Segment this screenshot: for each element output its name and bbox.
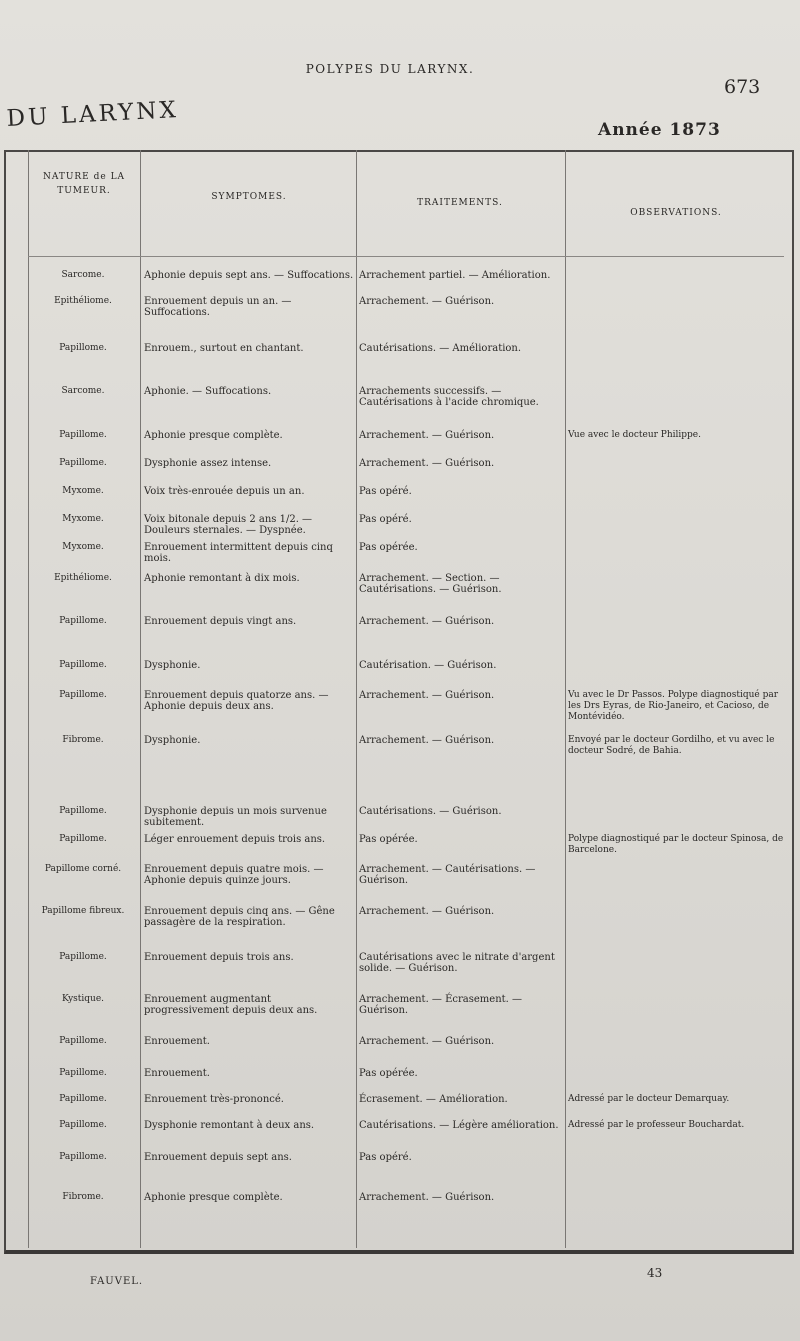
nature-cell: Papillome. (59, 1094, 107, 1104)
nature-cell: Papillome corné. (44, 864, 122, 874)
nature-cell: Papillome. (59, 458, 107, 468)
traitements-cell: Cautérisations. — Guérison. (359, 806, 502, 817)
traitements-cell: Arrachement. — Cautérisations. — Guérison. (359, 864, 536, 886)
nature-cell: Papillome. (59, 430, 107, 440)
traitements-cell: Pas opérée. (359, 834, 418, 845)
symptomes-cell: Dysphonie. (144, 735, 201, 746)
traitements-cell: Arrachement. — Guérison. (359, 458, 495, 469)
nature-cell: Fibrome. (62, 735, 104, 745)
nature-cell: Kystique. (61, 994, 105, 1004)
traitements-cell: Cautérisation. — Guérison. (359, 660, 497, 671)
symptomes-cell: Aphonie presque complète. (144, 1192, 283, 1203)
column-header-nature: NATURE de LA TUMEUR. (42, 172, 126, 196)
observations-cell: Vu avec le Dr Passos. Polype diagnostiqué par les Drs Eyras, de Rio-Janeiro, et Cacioso, de Montévidéo. (568, 690, 779, 722)
nature-cell: Sarcome. (61, 270, 105, 280)
observations-cell: Polype diagnostiqué par le docteur Spinosa, de Barcelone. (568, 834, 784, 855)
column-divider (140, 150, 141, 1248)
traitements-cell: Arrachement. — Guérison. (359, 430, 495, 441)
nature-cell: Papillome fibreux. (41, 906, 125, 916)
column-header-symptomes: SYMPTOMES. (211, 192, 287, 202)
symptomes-cell: Aphonie remontant à dix mois. (144, 573, 300, 584)
symptomes-cell: Dysphonie depuis un mois survenue subitement. (144, 806, 327, 828)
column-divider (565, 150, 566, 1248)
running-title: POLYPES DU LARYNX. (305, 62, 475, 76)
nature-cell: Papillome. (59, 616, 107, 626)
symptomes-cell: Enrouement depuis cinq ans. — Gêne passagère de la respiration. (144, 906, 335, 928)
nature-cell: Papillome. (59, 1036, 107, 1046)
observations-cell: Adressé par le docteur Demarquay. (568, 1094, 730, 1104)
traitements-cell: Cautérisations. — Légère amélioration. (359, 1120, 559, 1131)
traitements-cell: Pas opéré. (359, 1152, 412, 1163)
signature-mark: 43 (647, 1266, 663, 1280)
symptomes-cell: Enrouement depuis sept ans. (144, 1152, 292, 1163)
traitements-cell: Pas opérée. (359, 1068, 418, 1079)
nature-cell: Papillome. (59, 660, 107, 670)
traitements-cell: Pas opérée. (359, 542, 418, 553)
nature-cell: Papillome. (59, 1152, 107, 1162)
symptomes-cell: Léger enrouement depuis trois ans. (144, 834, 326, 845)
nature-cell: Papillome. (59, 1068, 107, 1078)
symptomes-cell: Voix très-enrouée depuis un an. (144, 486, 305, 497)
nature-cell: Papillome. (59, 834, 107, 844)
traitements-cell: Arrachement. — Guérison. (359, 906, 495, 917)
traitements-cell: Arrachement. — Guérison. (359, 1036, 495, 1047)
year-label: Année 1873 (598, 120, 721, 140)
symptomes-cell: Enrouement depuis quatorze ans. — Aphonie depuis deux ans. (144, 690, 329, 712)
symptomes-cell: Enrouement depuis un an. — Suffocations. (144, 296, 292, 318)
nature-cell: Sarcome. (61, 386, 105, 396)
traitements-cell: Arrachement. — Guérison. (359, 616, 495, 627)
traitements-cell: Arrachement. — Écrasement. — Guérison. (359, 994, 523, 1016)
traitements-cell: Arrachement. — Guérison. (359, 1192, 495, 1203)
nature-cell: Papillome. (59, 806, 107, 816)
symptomes-cell: Aphonie presque complète. (144, 430, 283, 441)
section-title: DU LARYNX (6, 96, 180, 132)
nature-cell: Epithéliome. (54, 573, 112, 583)
nature-cell: Myxome. (62, 542, 104, 552)
nature-cell: Papillome. (59, 952, 107, 962)
symptomes-cell: Enrouement. (144, 1036, 210, 1047)
symptomes-cell: Enrouement depuis quatre mois. — Aphonie depuis quinze jours. (144, 864, 324, 886)
column-divider (356, 150, 357, 1248)
nature-cell: Fibrome. (62, 1192, 104, 1202)
symptomes-cell: Aphonie depuis sept ans. — Suffocations. (144, 270, 354, 281)
traitements-cell: Arrachement partiel. — Amélioration. (359, 270, 551, 281)
symptomes-cell: Voix bitonale depuis 2 ans 1/2. — Douleurs sternales. — Dyspnée. (144, 514, 313, 536)
nature-cell: Papillome. (59, 1120, 107, 1130)
nature-cell: Myxome. (62, 514, 104, 524)
traitements-cell: Cautérisations. — Amélioration. (359, 343, 522, 354)
traitements-cell: Pas opéré. (359, 486, 412, 497)
symptomes-cell: Enrouement intermittent depuis cinq mois. (144, 542, 333, 564)
author-footer: FAUVEL. (90, 1276, 144, 1287)
symptomes-cell: Enrouement depuis vingt ans. (144, 616, 297, 627)
column-header-observations: OBSERVATIONS. (630, 208, 722, 218)
traitements-cell: Écrasement. — Amélioration. (359, 1094, 508, 1105)
symptomes-cell: Enrouement très-prononcé. (144, 1094, 284, 1105)
symptomes-cell: Dysphonie assez intense. (144, 458, 272, 469)
column-header-traitements: TRAITEMENTS. (417, 198, 503, 208)
nature-cell: Papillome. (59, 690, 107, 700)
observations-cell: Vue avec le docteur Philippe. (568, 430, 701, 440)
header-rule (28, 256, 784, 257)
symptomes-cell: Aphonie. — Suffocations. (144, 386, 272, 397)
symptomes-cell: Enrouement. (144, 1068, 210, 1079)
traitements-cell: Arrachement. — Guérison. (359, 735, 495, 746)
traitements-cell: Arrachement. — Guérison. (359, 690, 495, 701)
traitements-cell: Cautérisations avec le nitrate d'argent solide. — Guérison. (359, 952, 555, 974)
observations-cell: Envoyé par le docteur Gordilho, et vu avec le docteur Sodré, de Bahia. (568, 735, 775, 756)
nature-cell: Epithéliome. (54, 296, 112, 306)
traitements-cell: Arrachements successifs. — Cautérisations à l'acide chromique. (359, 386, 539, 408)
nature-cell: Papillome. (59, 343, 107, 353)
nature-cell: Myxome. (62, 486, 104, 496)
page-number: 673 (724, 76, 761, 98)
symptomes-cell: Dysphonie remontant à deux ans. (144, 1120, 315, 1131)
symptomes-cell: Enrouem., surtout en chantant. (144, 343, 304, 354)
symptomes-cell: Enrouement depuis trois ans. (144, 952, 294, 963)
traitements-cell: Arrachement. — Guérison. (359, 296, 495, 307)
symptomes-cell: Dysphonie. (144, 660, 201, 671)
symptomes-cell: Enrouement augmentant progressivement depuis deux ans. (144, 994, 318, 1016)
observations-cell: Adressé par le professeur Bouchardat. (568, 1120, 745, 1130)
traitements-cell: Arrachement. — Section. — Cautérisations. — Guérison. (359, 573, 502, 595)
traitements-cell: Pas opéré. (359, 514, 412, 525)
